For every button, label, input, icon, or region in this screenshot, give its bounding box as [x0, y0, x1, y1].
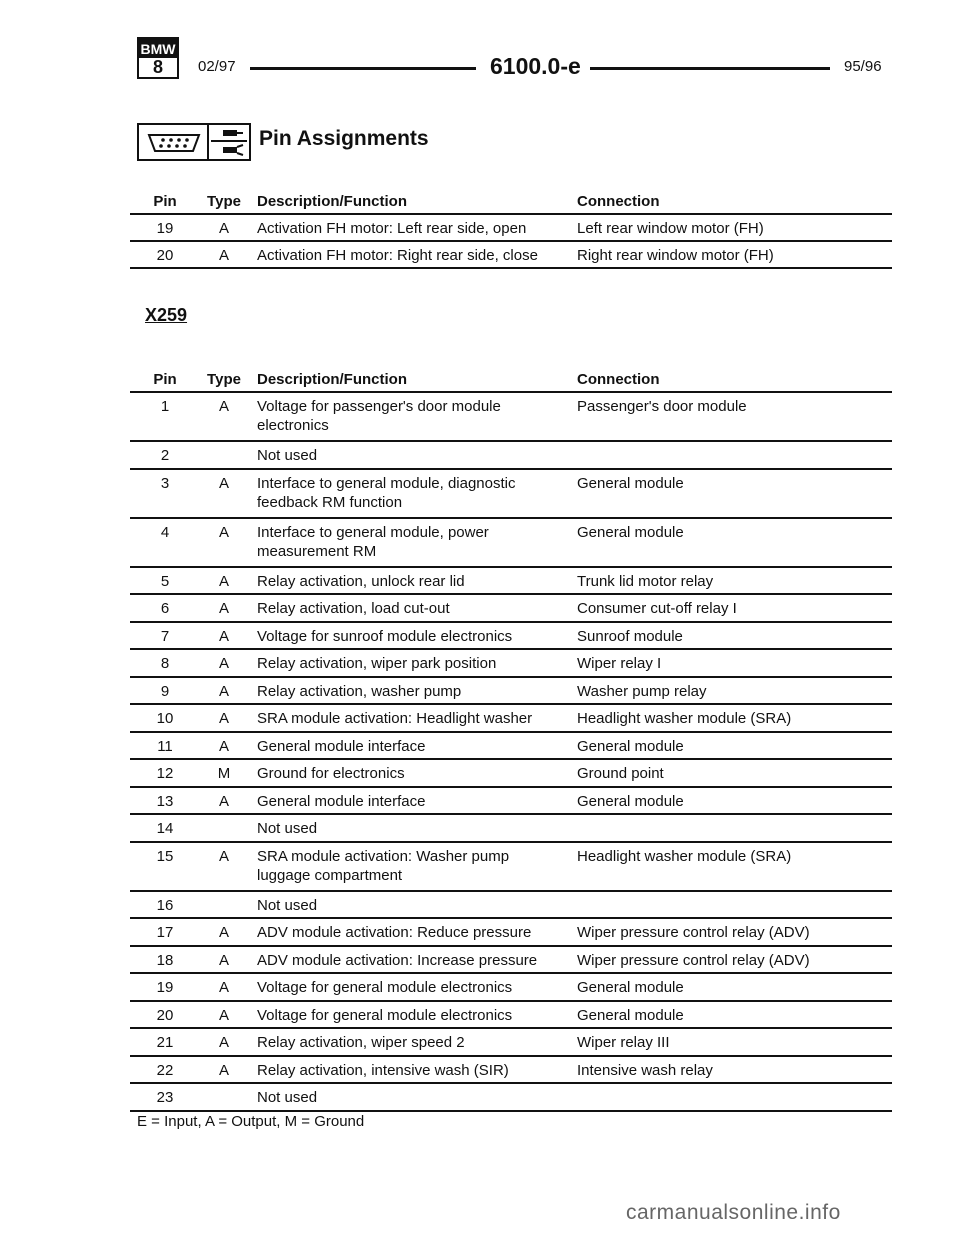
- description-line: feedback RM function: [257, 493, 403, 511]
- cell-pin: 5: [160, 572, 170, 590]
- col-connection-header: Connection: [577, 371, 660, 388]
- table-row: [130, 566, 892, 594]
- table-row: [130, 841, 892, 890]
- cell-connection: Trunk lid motor relay: [577, 572, 714, 590]
- cell-connection: Headlight washer module (SRA): [577, 710, 792, 727]
- cell-pin: 18: [156, 951, 174, 969]
- cell-connection: Right rear window motor (FH): [577, 247, 774, 264]
- cell-description: [257, 1061, 567, 1080]
- cell-pin: 14: [156, 820, 174, 837]
- cell-pin: 7: [160, 627, 170, 645]
- cell-type: A: [218, 655, 229, 672]
- cell-pin: 6: [160, 600, 170, 617]
- col-description-header: Description/Function: [257, 371, 407, 388]
- table-row: [130, 1000, 892, 1028]
- cell-connection: General module: [577, 792, 684, 810]
- table-row: [130, 731, 892, 759]
- description-line: Voltage for sunroof module electronics: [257, 627, 513, 645]
- description-line: luggage compartment: [257, 866, 403, 884]
- cell-description: [257, 896, 567, 915]
- description-line: ADV module activation: Increase pressure: [257, 951, 538, 969]
- logo-bottom-text: 8: [139, 58, 177, 77]
- logo-top-text: BMW: [139, 39, 177, 60]
- cell-description: Activation FH motor: Right rear side, close: [257, 247, 538, 264]
- description-line: Voltage for general module electronics: [257, 1006, 513, 1024]
- description-line: SRA module activation: Washer pump: [257, 847, 510, 865]
- table-row: [130, 1055, 892, 1083]
- pin-icon: [207, 123, 251, 161]
- col-type-header: Type: [207, 193, 241, 210]
- table-row: [130, 593, 892, 621]
- cell-connection: Consumer cut-off relay I: [577, 600, 737, 617]
- cell-type: A: [218, 710, 229, 727]
- description-line: Not used: [257, 896, 318, 914]
- cell-description: [257, 1006, 567, 1025]
- cell-type: A: [218, 979, 229, 996]
- cell-connection: Wiper relay III: [577, 1034, 670, 1051]
- cell-type: A: [218, 627, 229, 645]
- cell-connection: Wiper relay I: [577, 655, 662, 672]
- cell-connection: Left rear window motor (FH): [577, 220, 764, 237]
- cell-type: A: [218, 247, 229, 264]
- cell-pin: 20: [156, 1006, 174, 1024]
- table-row: [130, 890, 892, 918]
- description-line: Relay activation, wiper park position: [257, 655, 497, 672]
- cell-type: A: [218, 737, 229, 755]
- description-line: Not used: [257, 820, 318, 837]
- description-line: Relay activation, load cut-out: [257, 600, 450, 617]
- cell-description: [257, 682, 567, 701]
- table-header: [130, 371, 892, 391]
- cell-connection: Passenger's door module: [577, 398, 747, 415]
- cell-description: [257, 397, 567, 435]
- cell-pin: 13: [156, 792, 174, 810]
- cell-description: [257, 764, 567, 783]
- cell-description: [257, 599, 567, 618]
- cell-pin: 2: [160, 447, 170, 464]
- header-date: 02/97: [198, 58, 236, 75]
- page-title: Pin Assignments: [259, 127, 429, 150]
- watermark: carmanualsonline.info: [626, 1201, 841, 1224]
- cell-pin: 19: [156, 979, 174, 996]
- header-doc-code: 6100.0-e: [490, 53, 581, 79]
- cell-description: [257, 654, 567, 673]
- cell-type: A: [218, 572, 229, 590]
- cell-type: A: [218, 1034, 229, 1051]
- table-row: [130, 703, 892, 731]
- description-line: Relay activation, washer pump: [257, 682, 462, 700]
- table-row: [130, 440, 892, 468]
- cell-pin: 3: [160, 474, 170, 492]
- cell-connection: Washer pump relay: [577, 682, 707, 700]
- cell-description: [257, 446, 567, 465]
- col-description-header: Description/Function: [257, 193, 407, 210]
- connector-label: X259: [145, 305, 188, 325]
- cell-pin: 21: [156, 1034, 174, 1051]
- table-body: [130, 391, 892, 1110]
- cell-pin: 16: [156, 896, 174, 914]
- cell-type: A: [218, 1061, 229, 1079]
- cell-pin: 9: [160, 682, 170, 700]
- table-bottom-rule: [130, 267, 892, 269]
- cell-type: A: [218, 682, 229, 700]
- cell-pin: 12: [156, 765, 174, 782]
- table-row: [130, 758, 892, 786]
- cell-description: [257, 978, 567, 997]
- cell-description: Activation FH motor: Left rear side, open: [257, 220, 527, 237]
- description-line: ADV module activation: Reduce pressure: [257, 924, 532, 941]
- description-line: Not used: [257, 447, 318, 464]
- cell-type: A: [218, 924, 229, 941]
- description-line: Not used: [257, 1089, 318, 1106]
- table-row: [130, 945, 892, 973]
- table-row: [130, 468, 892, 517]
- header-model-years: 95/96: [844, 58, 882, 75]
- cell-type: A: [218, 600, 229, 617]
- cell-description: [257, 1088, 567, 1107]
- cell-pin: 17: [156, 924, 174, 941]
- table-row: [130, 391, 892, 440]
- table-header: [130, 193, 892, 213]
- description-line: Interface to general module, power: [257, 523, 489, 541]
- description-line: electronics: [257, 417, 329, 434]
- cell-type: A: [218, 951, 229, 969]
- cell-type: A: [218, 220, 229, 237]
- cell-connection: Wiper pressure control relay (ADV): [577, 924, 810, 941]
- cell-pin: 1: [160, 398, 170, 415]
- cell-connection: General module: [577, 474, 684, 492]
- table-bottom-rule: [130, 1110, 892, 1112]
- description-line: General module interface: [257, 737, 426, 755]
- cell-connection: Wiper pressure control relay (ADV): [577, 951, 810, 969]
- table-row: [130, 972, 892, 1000]
- cell-pin: 20: [156, 247, 174, 264]
- table-row: [130, 240, 892, 267]
- cell-connection: Headlight washer module (SRA): [577, 847, 792, 865]
- col-type-header: Type: [207, 371, 241, 388]
- pin-table-continued: [130, 193, 892, 269]
- legend-note: E = Input, A = Output, M = Ground: [137, 1113, 365, 1130]
- cell-description: [257, 523, 567, 561]
- table-row: [130, 917, 892, 945]
- cell-description: [257, 819, 567, 838]
- table-row: [130, 517, 892, 566]
- table-row: [130, 621, 892, 649]
- cell-connection: General module: [577, 1006, 684, 1024]
- table-row: [130, 1082, 892, 1110]
- cell-connection: General module: [577, 523, 684, 541]
- connector-icon: [137, 123, 209, 161]
- pin-table-x259: [130, 371, 892, 1112]
- cell-type: A: [218, 398, 229, 415]
- description-line: General module interface: [257, 792, 426, 810]
- cell-type: M: [217, 765, 231, 782]
- description-line: Relay activation, intensive wash (SIR): [257, 1061, 509, 1079]
- cell-type: A: [218, 847, 229, 865]
- col-connection-header: Connection: [577, 193, 660, 210]
- description-line: Voltage for general module electronics: [257, 979, 513, 996]
- description-line: SRA module activation: Headlight washer: [257, 710, 533, 727]
- cell-pin: 10: [156, 710, 174, 727]
- cell-type: A: [218, 523, 229, 541]
- cell-pin: 4: [160, 523, 170, 541]
- bmw-logo: [137, 37, 179, 79]
- header-rule-right: [590, 67, 830, 70]
- description-line: Relay activation, unlock rear lid: [257, 572, 465, 590]
- table-row: [130, 813, 892, 841]
- col-pin-header: Pin: [153, 371, 177, 388]
- cell-type: A: [218, 792, 229, 810]
- cell-description: [257, 923, 567, 942]
- cell-description: [257, 572, 567, 591]
- cell-connection: General module: [577, 737, 684, 755]
- cell-pin: 19: [156, 220, 174, 237]
- cell-pin: 23: [156, 1089, 174, 1106]
- table-row: [130, 213, 892, 240]
- cell-connection: Ground point: [577, 765, 664, 782]
- cell-description: [257, 847, 567, 885]
- cell-description: [257, 474, 567, 512]
- cell-type: A: [218, 474, 229, 492]
- cell-pin: 11: [157, 737, 173, 755]
- description-line: Voltage for passenger's door module: [257, 398, 501, 415]
- table-row: [130, 1027, 892, 1055]
- cell-pin: 22: [156, 1061, 174, 1079]
- cell-type: A: [218, 1006, 229, 1024]
- table-row: [130, 676, 892, 704]
- cell-description: [257, 792, 567, 811]
- col-pin-header: Pin: [153, 193, 177, 210]
- cell-connection: General module: [577, 979, 684, 996]
- cell-description: [257, 951, 567, 970]
- table-row: [130, 648, 892, 676]
- cell-description: [257, 1033, 567, 1052]
- header-rule-left: [250, 67, 476, 70]
- cell-pin: 8: [160, 655, 170, 672]
- table-row: [130, 786, 892, 814]
- description-line: Ground for electronics: [257, 765, 405, 782]
- description-line: Interface to general module, diagnostic: [257, 474, 516, 492]
- cell-description: [257, 709, 567, 728]
- cell-description: [257, 627, 567, 646]
- description-line: Relay activation, wiper speed 2: [257, 1034, 465, 1051]
- cell-connection: Intensive wash relay: [577, 1061, 713, 1079]
- description-line: measurement RM: [257, 542, 377, 560]
- cell-pin: 15: [156, 847, 174, 865]
- cell-connection: Sunroof module: [577, 627, 683, 645]
- cell-description: [257, 737, 567, 756]
